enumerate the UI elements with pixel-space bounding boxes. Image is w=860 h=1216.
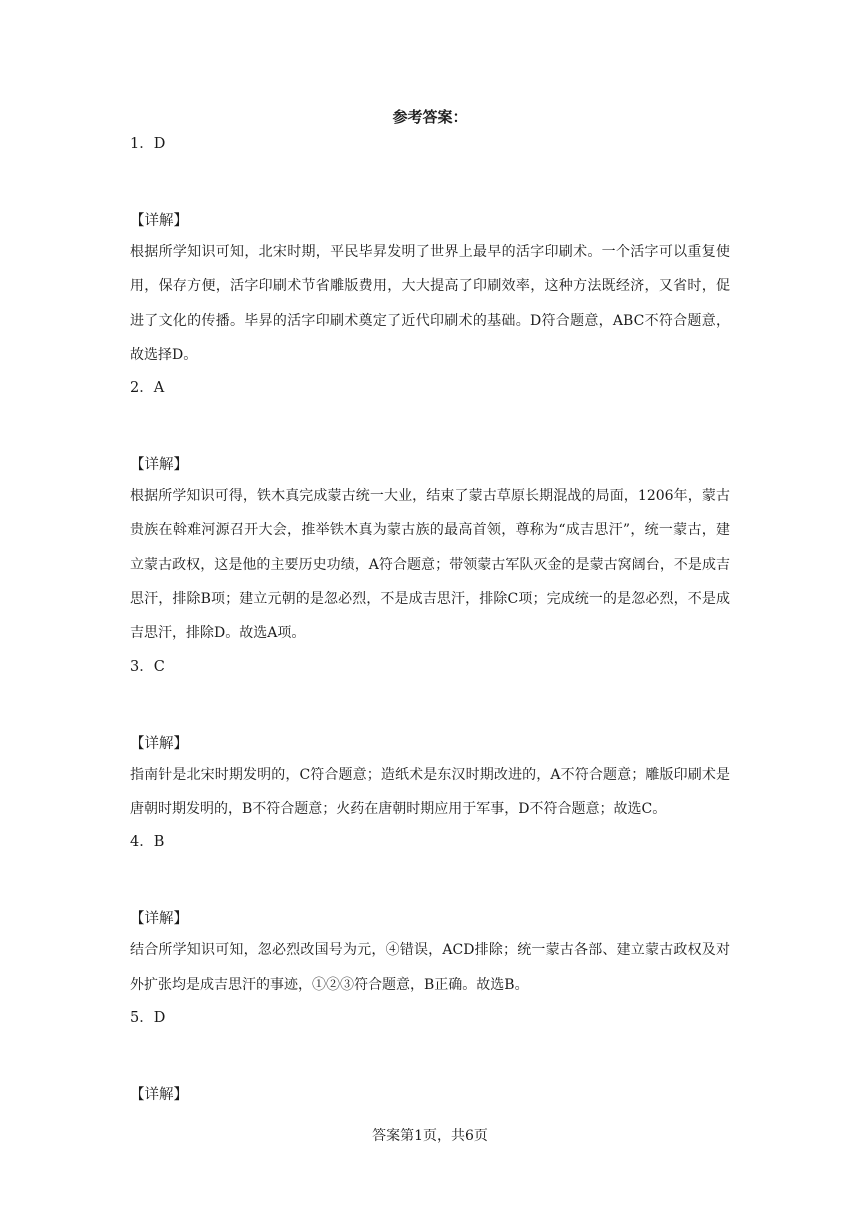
question-block [130,828,730,1002]
detail-label: 【详解】 [130,457,188,474]
answer-list [130,130,730,1109]
question-block [130,374,730,650]
detail-text: 根据所学知识可知，北宋时期，平民毕昇发明了世界上最早的活字印刷术。一个活字可以重复使用，保存方便，活字印刷术节省雕版费用，大大提高了印刷效率，这种方法既经济，又省时，促进了文化的传播。毕昇的活字印刷术奠定了近代印刷术的基础。D符合题意，ABC不符合题意，故选择D。 [130,244,730,363]
detail-label: 【详解】 [130,1086,188,1103]
page-footer: 答案第1页，共6页 [372,1128,488,1144]
detail-label: 【详解】 [130,735,188,752]
answer-line: 4．B [130,834,165,851]
answer-line: 3．C [130,658,165,675]
detail-text: 结合所学知识可知，忽必烈改国号为元，④错误，ACD排除；统一蒙古各部、建立蒙古政权及对外扩张均是成吉思汗的事迹，①②③符合题意，B正确。故选B。 [130,942,730,993]
answer-line: 1．D [130,136,166,152]
answer-line: 2．A [130,380,165,397]
question-block [130,653,730,827]
question-block [130,1004,730,1109]
answer-line: 5．D [130,1009,166,1026]
page-title: 参考答案： [392,108,468,126]
question-block [130,130,730,372]
detail-text: 指南针是北宋时期发明的，C符合题意；造纸术是东汉时期改进的，A不符合题意；雕版印刷术是唐朝时期发明的，B不符合题意；火药在唐朝时期应用于军事，D不符合题意；故选C。 [130,766,730,817]
detail-text: 根据所学知识可得，铁木真完成蒙古统一大业，结束了蒙古草原长期混战的局面，1206年，蒙古贵族在斡难河源召开大会，推举铁木真为蒙古族的最高首领，尊称为“成吉思汗”，统一蒙古，建立蒙古政权，这是他的主要历史功绩，A符合题意；带领蒙古军队灭金的是蒙古窝阔台，不是成吉思汗，排除B项；建立元朝的是忽必烈，不是成吉思汗，排除C项；完成统一的是忽必烈，不是成吉思汗，排除D。故选A项。 [130,488,730,642]
detail-label: 【详解】 [130,911,188,928]
detail-label: 【详解】 [130,213,188,229]
